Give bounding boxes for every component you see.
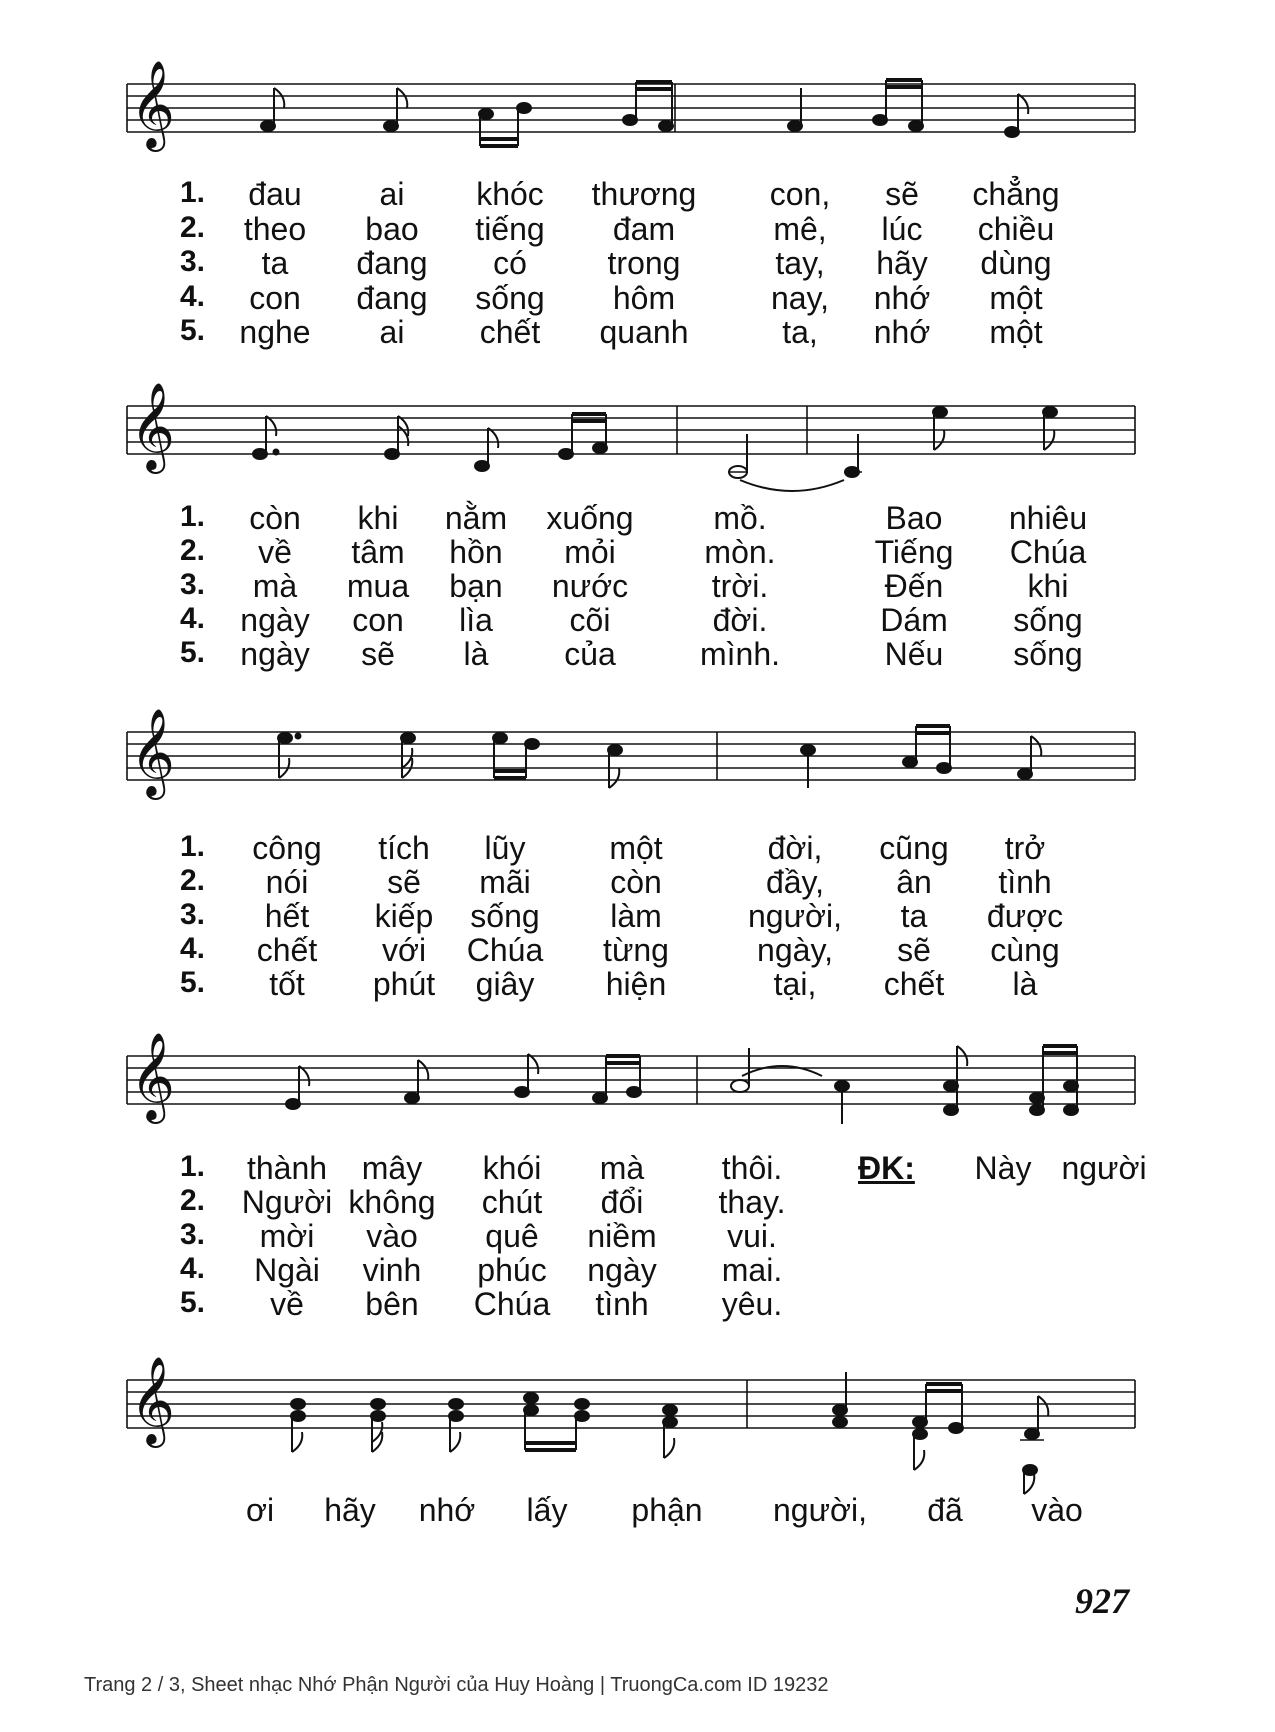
lyric-syllable: giây xyxy=(475,966,535,1002)
verse-row xyxy=(0,534,1275,570)
lyric-syllable: chết xyxy=(883,966,945,1002)
verse-number: 5. xyxy=(180,966,206,999)
verse-row xyxy=(0,602,1275,638)
lyric-syllable: mồ. xyxy=(713,500,767,536)
lyric-syllable: nhiêu xyxy=(1008,500,1088,536)
lyric-syllable: Chúa xyxy=(1009,534,1087,570)
lyric-syllable: dùng xyxy=(980,245,1052,281)
lyric-syllable: tiếng xyxy=(475,210,545,247)
lyric-syllable: vào xyxy=(366,1218,418,1254)
lyric-syllable: trong xyxy=(607,245,681,281)
lyric-syllable: ơi xyxy=(245,1492,275,1528)
lyric-syllable: bạn xyxy=(449,568,503,604)
lyric-syllable: mà xyxy=(252,568,298,604)
lyric-syllable: còn xyxy=(610,864,662,900)
lyric-syllable: đau xyxy=(248,176,302,212)
staff-2 xyxy=(0,380,1275,520)
lyric-syllable: ngày xyxy=(240,636,310,672)
lyric-syllable: trở xyxy=(1004,830,1046,866)
lyric-syllable: nhớ xyxy=(873,314,931,350)
lyric-syllable: sống xyxy=(475,279,545,316)
verse-row xyxy=(0,1492,1275,1528)
verse-number: 2. xyxy=(180,534,206,567)
lyric-syllable: ai xyxy=(379,176,405,212)
music-system-3 xyxy=(0,706,1275,1026)
lyric-syllable: người, xyxy=(748,898,842,934)
verse-row xyxy=(0,898,1275,934)
lyric-syllable: tình xyxy=(595,1286,649,1322)
lyric-syllable: đời, xyxy=(767,830,823,866)
verse-number: 3. xyxy=(180,1218,206,1251)
music-system-5 xyxy=(0,1354,1275,1554)
staff-4 xyxy=(0,1030,1275,1170)
lyric-syllable: bên xyxy=(365,1286,419,1322)
lyric-syllable: ta xyxy=(261,245,289,281)
lyric-syllable: chết xyxy=(256,932,318,968)
lyric-syllable: sống xyxy=(470,898,540,934)
lyric-syllable: quê xyxy=(485,1218,539,1254)
lyric-syllable: cũng xyxy=(879,830,949,866)
verse-number: 1. xyxy=(180,830,206,863)
lyric-syllable: yêu. xyxy=(721,1286,783,1322)
lyric-syllable: phận xyxy=(631,1492,703,1528)
lyric-syllable: hôm xyxy=(612,279,676,316)
lyric-syllable: niềm xyxy=(587,1218,657,1254)
lyric-syllable: sống xyxy=(1013,602,1083,638)
lyric-syllable: hồn xyxy=(449,534,503,570)
lyric-syllable: tốt xyxy=(269,966,305,1002)
verse-row xyxy=(0,245,1275,281)
lyric-syllable: nói xyxy=(265,864,309,900)
verse-number: 2. xyxy=(180,210,206,244)
verse-row xyxy=(0,500,1275,536)
verse-row xyxy=(0,211,1275,247)
lyric-syllable: đời. xyxy=(712,602,768,638)
lyric-syllable: cõi xyxy=(569,602,611,638)
verse-row xyxy=(0,864,1275,900)
lyric-syllable: vinh xyxy=(362,1252,422,1288)
lyric-syllable: sẽ xyxy=(387,864,421,900)
lyric-syllable: mòn. xyxy=(704,534,776,570)
lyric-syllable: trời. xyxy=(711,568,769,604)
lyric-syllable: nằm xyxy=(444,500,508,536)
lyric-syllable: mây xyxy=(361,1150,423,1186)
lyric-syllable: thôi. xyxy=(721,1150,783,1186)
lyric-syllable: với xyxy=(381,932,427,968)
lyric-syllable: nghe xyxy=(239,314,311,350)
lyric-syllable: lìa xyxy=(459,602,493,638)
lyric-syllable: ngày, xyxy=(757,932,833,968)
lyric-syllable: Chúa xyxy=(466,932,544,968)
lyric-syllable: Chúa xyxy=(473,1286,551,1322)
lyric-syllable: lấy xyxy=(526,1492,568,1528)
refrain-syllable: Này xyxy=(974,1150,1032,1186)
lyric-syllable: sống xyxy=(1013,636,1083,672)
lyric-syllable: thành xyxy=(246,1150,328,1186)
lyric-syllable: con, xyxy=(769,176,831,212)
lyric-syllable: khi xyxy=(357,500,399,536)
verse-row xyxy=(0,1184,1275,1220)
lyric-syllable: thương xyxy=(591,176,697,212)
verse-row xyxy=(0,830,1275,866)
lyric-syllable: mê, xyxy=(773,210,827,247)
lyric-syllable: một xyxy=(609,830,663,866)
lyric-syllable: về xyxy=(270,1286,304,1322)
lyric-syllable: mời xyxy=(259,1218,315,1254)
verse-number: 3. xyxy=(180,898,206,931)
lyric-syllable: theo xyxy=(243,210,307,247)
verse-row xyxy=(0,1286,1275,1322)
lyric-syllable: sẽ xyxy=(897,932,931,968)
verse-number: 1. xyxy=(180,1150,206,1183)
lyric-syllable: hãy xyxy=(324,1492,376,1528)
lyric-syllable: ai xyxy=(379,314,405,350)
lyric-syllable: con xyxy=(352,602,404,638)
lyric-syllable: người, xyxy=(773,1492,867,1528)
lyric-syllable: quanh xyxy=(599,314,689,350)
lyric-syllable: kiếp xyxy=(374,898,434,934)
lyric-syllable: lũy xyxy=(484,830,526,866)
lyric-syllable: ngày xyxy=(587,1252,657,1288)
verse-row xyxy=(0,966,1275,1002)
lyric-syllable: đã xyxy=(927,1492,963,1528)
staff-1 xyxy=(0,0,1275,190)
staff-3 xyxy=(0,706,1275,846)
lyric-syllable: khói xyxy=(482,1150,542,1186)
lyric-syllable: mai. xyxy=(721,1252,783,1288)
verse-number: 3. xyxy=(180,245,206,278)
lyric-syllable: Nếu xyxy=(884,636,944,672)
lyric-syllable: tay, xyxy=(775,245,825,281)
verse-row xyxy=(0,932,1275,968)
lyric-syllable: đầy, xyxy=(765,864,825,900)
lyric-syllable: vào xyxy=(1031,1492,1083,1528)
staff-5 xyxy=(0,1354,1275,1504)
lyric-syllable: ta, xyxy=(782,314,818,350)
lyric-syllable: ta xyxy=(900,898,928,934)
music-system-2 xyxy=(0,380,1275,700)
lyric-syllable: nhớ xyxy=(418,1492,476,1528)
verse-row xyxy=(0,636,1275,672)
lyric-syllable: hết xyxy=(264,898,310,934)
lyric-syllable: tại, xyxy=(773,966,817,1002)
verse-number: 2. xyxy=(180,1184,206,1217)
lyric-syllable: đang xyxy=(356,279,428,316)
lyric-syllable: đang xyxy=(356,245,428,281)
lyric-syllable: cùng xyxy=(990,932,1060,968)
lyric-syllable: một xyxy=(989,279,1043,316)
lyric-syllable: thay. xyxy=(718,1184,786,1220)
music-system-4 xyxy=(0,1030,1275,1350)
lyric-syllable: ngày xyxy=(240,602,310,638)
lyric-syllable: mãi xyxy=(479,864,531,900)
verse-number: 5. xyxy=(180,314,206,347)
lyric-syllable: Bao xyxy=(885,500,943,536)
lyric-syllable: bao xyxy=(365,210,419,247)
lyric-syllable: là xyxy=(463,636,489,672)
refrain-syllable: người xyxy=(1061,1150,1147,1186)
lyric-syllable: của xyxy=(564,636,616,672)
verse-number: 2. xyxy=(180,864,206,897)
lyric-syllable: làm xyxy=(610,898,662,934)
lyric-syllable: mỏi xyxy=(564,534,616,570)
lyric-syllable: tâm xyxy=(351,534,405,570)
lyric-syllable: không xyxy=(348,1184,436,1220)
lyric-syllable: đổi xyxy=(600,1184,644,1220)
verse-number: 4. xyxy=(180,932,206,965)
lyric-syllable: Ngài xyxy=(254,1252,320,1288)
verse-number: 1. xyxy=(180,176,206,209)
page-number: 927 xyxy=(1075,1581,1129,1621)
lyric-syllable: Đến xyxy=(884,568,944,604)
lyric-syllable: công xyxy=(252,830,322,866)
lyric-syllable: hiện xyxy=(605,966,667,1002)
lyric-syllable: tình xyxy=(998,864,1052,900)
lyric-syllable: mua xyxy=(346,568,410,604)
lyric-syllable: về xyxy=(258,534,292,570)
lyric-syllable: hãy xyxy=(876,245,928,281)
lyric-syllable: nhớ xyxy=(873,279,931,316)
lyric-syllable: Dám xyxy=(880,602,948,638)
verse-row xyxy=(0,314,1275,350)
lyric-syllable: lúc xyxy=(881,210,923,247)
treble-clef-icon: 𝄞 xyxy=(130,59,175,148)
lyric-syllable: phút xyxy=(372,966,436,1002)
treble-clef-icon: 𝄞 xyxy=(130,1031,175,1120)
lyric-syllable: chiều xyxy=(977,210,1055,247)
lyric-syllable: Tiếng xyxy=(874,534,954,570)
lyric-syllable: xuống xyxy=(546,500,634,536)
lyric-syllable: con xyxy=(249,279,301,316)
verse-number: 4. xyxy=(180,1252,206,1285)
verse-number: 1. xyxy=(180,500,206,533)
verse-number: 5. xyxy=(180,636,206,669)
lyric-syllable: có xyxy=(493,245,527,281)
treble-clef-icon: 𝄞 xyxy=(130,381,175,470)
verse-row xyxy=(0,568,1275,604)
lyric-syllable: là xyxy=(1012,966,1038,1002)
lyric-syllable: mà xyxy=(599,1150,645,1186)
verse-row xyxy=(0,1218,1275,1254)
lyric-syllable: khi xyxy=(1027,568,1069,604)
verse-row xyxy=(0,1150,1275,1186)
footer-caption: Trang 2 / 3, Sheet nhạc Nhớ Phận Người của Huy Hoàng | TruongCa.com ID 19232 xyxy=(84,1674,829,1696)
lyric-syllable: Người xyxy=(241,1184,333,1220)
refrain-label: ĐK: xyxy=(858,1150,915,1186)
lyric-syllable: một xyxy=(989,314,1043,350)
lyric-syllable: còn xyxy=(249,500,301,536)
lyric-syllable: khóc xyxy=(476,176,544,212)
verse-number: 3. xyxy=(180,568,206,601)
lyric-syllable: từng xyxy=(603,932,669,968)
verse-number: 4. xyxy=(180,602,206,635)
lyric-syllable: được xyxy=(986,898,1064,934)
verse-row xyxy=(0,176,1275,212)
lyric-syllable: nước xyxy=(551,568,629,604)
verse-row xyxy=(0,280,1275,316)
lyric-syllable: đam xyxy=(612,210,676,247)
verse-number: 4. xyxy=(180,279,206,313)
lyric-syllable: nay, xyxy=(770,279,830,316)
music-system-1 xyxy=(0,0,1275,370)
lyric-syllable: sẽ xyxy=(885,176,919,212)
treble-clef-icon: 𝄞 xyxy=(130,1355,175,1444)
verse-row xyxy=(0,1252,1275,1288)
lyric-syllable: phúc xyxy=(477,1252,547,1288)
lyric-syllable: sẽ xyxy=(361,636,395,672)
treble-clef-icon: 𝄞 xyxy=(130,707,175,796)
lyric-syllable: ân xyxy=(896,864,932,900)
lyric-syllable: mình. xyxy=(699,636,781,672)
lyric-syllable: chút xyxy=(481,1184,543,1220)
lyric-syllable: tích xyxy=(378,830,430,866)
lyric-syllable: vui. xyxy=(727,1218,777,1254)
lyric-syllable: chẳng xyxy=(972,176,1060,212)
lyric-syllable: chết xyxy=(479,314,541,350)
verse-number: 5. xyxy=(180,1286,206,1319)
